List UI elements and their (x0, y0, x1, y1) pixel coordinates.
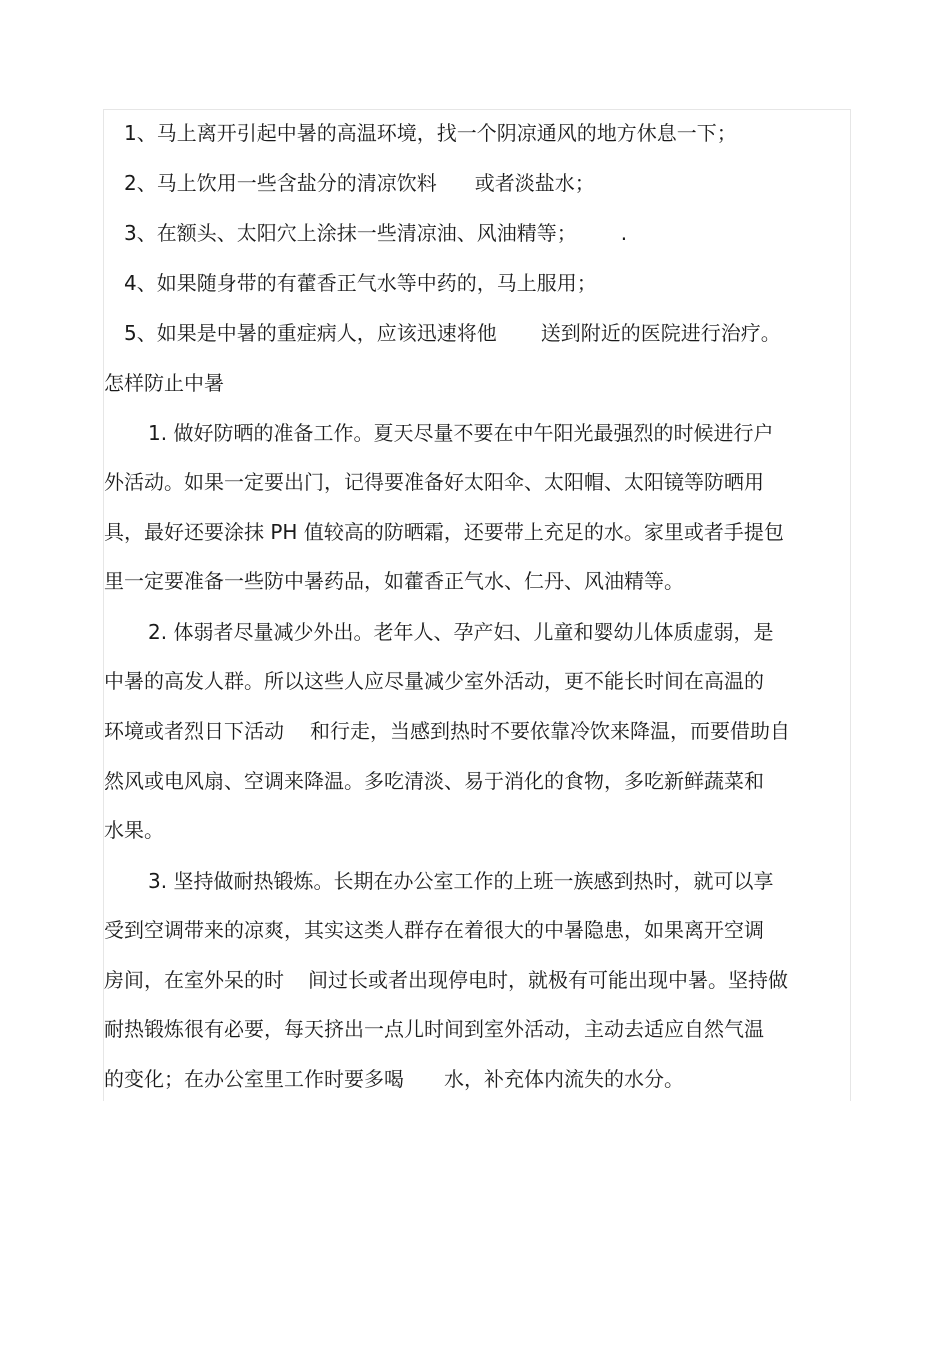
para3-line-5-text-a: 的变化；在办公室里工作时要多喝 (104, 1067, 404, 1091)
para3-line-4: 耐热锻炼很有必要，每天挤出一点儿时间到室外活动，主动去适应自然气温 (104, 1017, 764, 1041)
para2-line-4: 然风或电风扇、空调来降温。多吃清淡、易于消化的食物，多吃新鲜蔬菜和 (104, 769, 764, 793)
list-item-3-text-b: . (620, 221, 628, 245)
para1-line-4: 里一定要准备一些防中暑药品，如藿香正气水、仁丹、风油精等。 (104, 569, 684, 593)
list-item-3-text-a: 3、在额头、太阳穴上涂抹一些清凉油、风油精等； (124, 221, 577, 245)
list-item-2-text-b: 或者淡盐水； (474, 171, 595, 195)
list-item-2 (124, 170, 595, 196)
para3-line-1: 3. 坚持做耐热锻炼。长期在办公室工作的上班一族感到热时，就可以享 (148, 869, 774, 893)
section-heading: 怎样防止中暑 (104, 371, 224, 395)
list-item-2-text-a: 2、马上饮用一些含盐分的清凉饮料 (124, 171, 437, 195)
list-item-3 (124, 220, 627, 246)
para1-line-3: 具，最好还要涂抹 PH 值较高的防晒霜，还要带上充足的水。家里或者手提包 (104, 520, 784, 544)
para3-line-5-text-b: 水，补充体内流失的水分。 (444, 1067, 684, 1091)
list-item-5-text-a: 5、如果是中暑的重症病人，应该迅速将他 (124, 321, 497, 345)
list-item-1 (124, 120, 737, 146)
list-item-1-text: 1、马上离开引起中暑的高温环境，找一个阴凉通风的地方休息一下； (124, 121, 737, 145)
list-item-4 (124, 270, 597, 296)
para1-line-1: 1. 做好防晒的准备工作。夏天尽量不要在中午阳光最强烈的时候进行户 (148, 421, 774, 445)
para2-line-3-text-a: 环境或者烈日下活动 (104, 719, 284, 743)
document-page (103, 109, 851, 1101)
para2-line-2: 中暑的高发人群。所以这些人应尽量减少室外活动，更不能长时间在高温的 (104, 669, 764, 693)
para2-line-1: 2. 体弱者尽量减少外出。老年人、孕产妇、儿童和婴幼儿体质虚弱，是 (148, 620, 774, 644)
para3-line-3-text-b: 间过长或者出现停电时，就极有可能出现中暑。坚持做 (308, 968, 788, 992)
para1-line-2: 外活动。如果一定要出门，记得要准备好太阳伞、太阳帽、太阳镜等防晒用 (104, 470, 764, 494)
list-item-5-text-b: 送到附近的医院进行治疗。 (540, 321, 781, 345)
list-item-5 (124, 320, 781, 346)
para3-line-5 (104, 1066, 684, 1092)
para3-line-3-text-a: 房间，在室外呆的时 (104, 968, 284, 992)
list-item-4-text: 4、如果随身带的有藿香正气水等中药的，马上服用； (124, 271, 597, 295)
para2-line-5: 水果。 (104, 818, 164, 842)
para3-line-3 (104, 967, 788, 993)
para2-line-3-text-b: 和行走，当感到热时不要依靠冷饮来降温，而要借助自 (310, 719, 790, 743)
para2-line-3 (104, 718, 790, 744)
para3-line-2: 受到空调带来的凉爽，其实这类人群存在着很大的中暑隐患，如果离开空调 (104, 918, 764, 942)
